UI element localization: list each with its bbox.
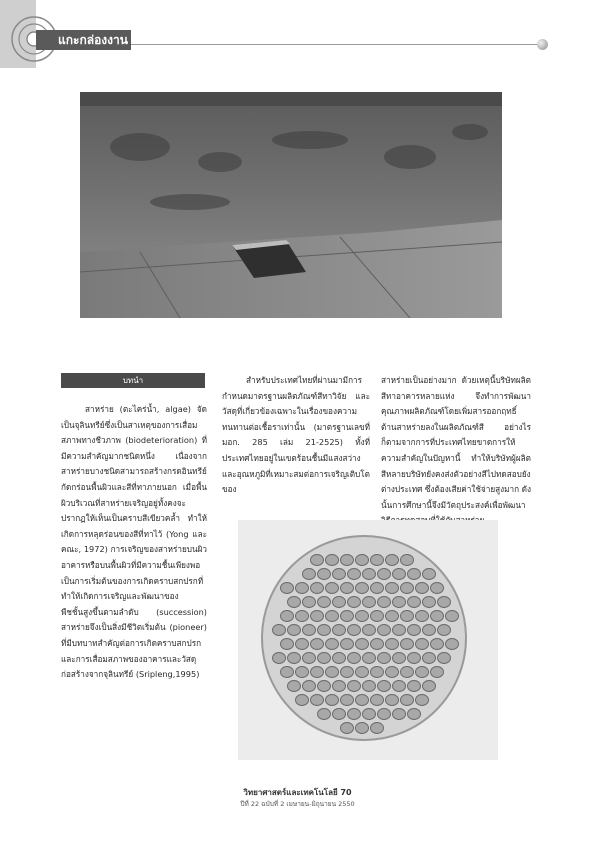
algae-cell: [393, 709, 406, 720]
algae-cell: [356, 639, 369, 650]
algae-cell: [363, 597, 376, 608]
algae-cell: [348, 653, 361, 664]
algae-cell: [341, 667, 354, 678]
algae-cell: [341, 723, 354, 734]
algae-cell: [386, 583, 399, 594]
algae-cell: [371, 639, 384, 650]
algae-cell: [446, 611, 459, 622]
wall-algae-photo: [80, 92, 502, 318]
algae-cell: [296, 639, 309, 650]
algae-cell: [431, 611, 444, 622]
algae-cell: [386, 639, 399, 650]
algae-cell: [363, 653, 376, 664]
algae-cell: [416, 611, 429, 622]
algae-cell: [356, 695, 369, 706]
algae-cell: [416, 639, 429, 650]
body-paragraph-1: สาหร่าย (ตะไคร่น้ำ, algae) จัดเป็นจุลินทรีย์ซึ่งเป็นสาเหตุของการเสื่อมสภาพทางชีวภาพ (biodeterioration) ที่มีความสำคัญมากชนิดหนึ่ง เนื่องจากสาหร่ายบางชนิดสามารถสร้างกรดอินทรีย์กัดกร่อนพื้นผิวและสีที่ทาภายนอก เมื่อพื้นผิวบริเวณที่สาหร่ายเจริญอยู่ทั้งคงจะปรากฏให้เห็นเป็นคราบสีเขียวคล้ำ ทำให้เกิดการหลุดร่อนของสีที่ทาไว้ (Yong และคณะ, 1972) การเจริญของสาหร่ายบนผิวอาคารหรือบนพื้นผิวที่มีความชื้นเพียงพอ เป็นการเริ่มต้นของการเกิดคราบสกปรกที่ทำให้เกิดการเจริญและพัฒนาของพืชชั้นสูงขึ้นตามลำดับ (succession) สาหร่ายจึงเป็นสิ่งมีชีวิตเริ่มต้น (pioneer) ที่มีบทบาทสำคัญต่อการเกิดคราบสกปรกและการเสื่อมสภาพของอาคารและวัสดุก่อสร้างจากจุลินทรีย์ (Sripleng,1995): [61, 404, 207, 680]
algae-cell: [303, 597, 316, 608]
algae-cell: [393, 597, 406, 608]
algae-cell: [401, 611, 414, 622]
algae-cell: [311, 695, 324, 706]
algae-cell: [378, 709, 391, 720]
algae-cell: [393, 625, 406, 636]
algae-cell: [356, 583, 369, 594]
algae-cell: [393, 653, 406, 664]
algae-cell: [333, 625, 346, 636]
algae-cell: [423, 569, 436, 580]
algae-cell: [438, 653, 451, 664]
algae-cell: [438, 625, 451, 636]
algae-cell: [438, 597, 451, 608]
algae-cell: [348, 625, 361, 636]
algae-cell: [386, 555, 399, 566]
header-end-dot: [537, 39, 548, 50]
algae-cell: [401, 695, 414, 706]
section-label: แกะกล่องงานวิจัย: [36, 30, 131, 50]
algae-cell: [371, 695, 384, 706]
algae-cell: [296, 695, 309, 706]
algae-cell: [371, 723, 384, 734]
algae-cell: [281, 611, 294, 622]
algae-cell: [408, 625, 421, 636]
algae-cell: [341, 555, 354, 566]
algae-cell: [408, 597, 421, 608]
algae-cell: [333, 597, 346, 608]
algae-cell: [326, 583, 339, 594]
algae-cell: [371, 611, 384, 622]
algae-cell: [288, 681, 301, 692]
algae-cell: [326, 555, 339, 566]
algae-cell: [341, 583, 354, 594]
algae-cell: [296, 611, 309, 622]
algae-cell: [431, 667, 444, 678]
algae-cell: [281, 667, 294, 678]
algae-cell: [423, 681, 436, 692]
algae-cell: [341, 695, 354, 706]
algae-cell: [318, 625, 331, 636]
algae-cell: [393, 681, 406, 692]
algae-cell: [326, 611, 339, 622]
body-column-3: [381, 373, 531, 529]
algae-cell: [416, 583, 429, 594]
algae-cell: [401, 583, 414, 594]
algae-cell: [341, 611, 354, 622]
algae-cell: [318, 681, 331, 692]
algae-cell: [303, 625, 316, 636]
algae-cell: [416, 667, 429, 678]
algae-cell: [311, 639, 324, 650]
algae-cell: [446, 639, 459, 650]
algae-cell: [401, 555, 414, 566]
algae-cell: [431, 639, 444, 650]
algae-cell: [288, 625, 301, 636]
algae-cell: [408, 653, 421, 664]
footer-journal-page: วิทยาศาสตร์และเทคโนโลยี 70: [243, 788, 352, 797]
algae-cell: [363, 625, 376, 636]
algae-cell: [281, 639, 294, 650]
algae-cell: [378, 597, 391, 608]
algae-cell: [386, 667, 399, 678]
algae-cell: [401, 667, 414, 678]
algae-cell: [318, 597, 331, 608]
algae-cell: [311, 667, 324, 678]
algae-cell: [378, 681, 391, 692]
footer-issue: ปีที่ 22 ฉบับที่ 2 เมษายน-มิถุนายน 2550: [240, 800, 355, 808]
algae-cell: [378, 653, 391, 664]
algae-cell: [386, 695, 399, 706]
algae-cell: [408, 709, 421, 720]
algae-cell: [356, 611, 369, 622]
algae-cell: [386, 611, 399, 622]
algae-cell: [288, 597, 301, 608]
algae-cell: [288, 653, 301, 664]
algae-cell: [296, 667, 309, 678]
algae-cell: [416, 695, 429, 706]
algae-cell: [423, 625, 436, 636]
algae-cell: [311, 583, 324, 594]
algae-cell: [333, 709, 346, 720]
algae-cell: [303, 569, 316, 580]
algae-cell: [303, 681, 316, 692]
algae-cell: [401, 639, 414, 650]
algae-cell: [423, 653, 436, 664]
header-divider: [131, 44, 541, 45]
algae-colony-micrograph: [238, 520, 498, 760]
algae-cell: [303, 653, 316, 664]
body-paragraph-2: สำหรับประเทศไทยที่ผ่านมามีการกำหนดมาตรฐานผลิตภัณฑ์สีทาวิจัย และวัสดุที่เกี่ยวข้องเฉพาะในเรื่องของความทนทานต่อเชื้อราเท่านั้น (มาตรฐานเลขที่ มอก. 285 เล่ม 21-2525) ทั้งที่ประเทศไทยอยู่ในเขตร้อนชื้นมีแสงสว่างและอุณหภูมิที่เหมาะสมต่อการเจริญเติบโตของ: [222, 375, 370, 495]
algae-cell: [326, 639, 339, 650]
algae-cell: [281, 583, 294, 594]
algae-cell: [431, 583, 444, 594]
algae-cell: [348, 569, 361, 580]
algae-cell: [341, 639, 354, 650]
algae-cell: [408, 569, 421, 580]
algae-cell: [378, 569, 391, 580]
algae-cell: [348, 597, 361, 608]
algae-cell: [333, 653, 346, 664]
algae-cell: [378, 625, 391, 636]
body-paragraph-3: สาหร่ายเป็นอย่างมาก ด้วยเหตุนี้บริษัทผลิตสีทาอาคารหลายแห่ง จึงทำการพัฒนาคุณภาพผลิตภัณฑ์โดยเพิ่มสารออกฤทธิ์ต้านสาหร่ายลงในผลิตภัณฑ์สี อย่างไรก็ตามจากการที่ประเทศไทยขาดการให้ความสำคัญในปัญหานี้ ทำให้บริษัทผู้ผลิตสีหลายบริษัทยังคงส่งตัวอย่างสีไปทดสอบยังต่างประเทศ ซึ่งต้องเสียค่าใช้จ่ายสูงมาก ดังนั้นการศึกษานี้จึงมีวัตถุประสงค์เพื่อพัฒนา: [381, 375, 531, 510]
algae-cell: [371, 555, 384, 566]
algae-cell: [326, 695, 339, 706]
body-column-1: [61, 402, 207, 683]
algae-cell: [371, 667, 384, 678]
algae-cell: [363, 569, 376, 580]
intro-heading: บทนำ: [61, 373, 205, 388]
algae-cell: [318, 653, 331, 664]
algae-cell: [333, 569, 346, 580]
algae-cell: [356, 667, 369, 678]
algae-cell: [348, 681, 361, 692]
algae-cell: [311, 555, 324, 566]
algae-cell: [348, 709, 361, 720]
body-column-2: [222, 373, 370, 498]
algae-cell: [326, 667, 339, 678]
algae-cell: [423, 597, 436, 608]
algae-cell: [363, 681, 376, 692]
algae-cell: [363, 709, 376, 720]
algae-cell: [296, 583, 309, 594]
algae-cell: [273, 653, 286, 664]
algae-cell: [393, 569, 406, 580]
algae-cell: [318, 709, 331, 720]
algae-cell: [318, 569, 331, 580]
algae-cell: [311, 611, 324, 622]
algae-cell: [356, 555, 369, 566]
algae-cell: [273, 625, 286, 636]
algae-cell: [333, 681, 346, 692]
algae-cell: [371, 583, 384, 594]
algae-cell: [356, 723, 369, 734]
algae-cell: [408, 681, 421, 692]
